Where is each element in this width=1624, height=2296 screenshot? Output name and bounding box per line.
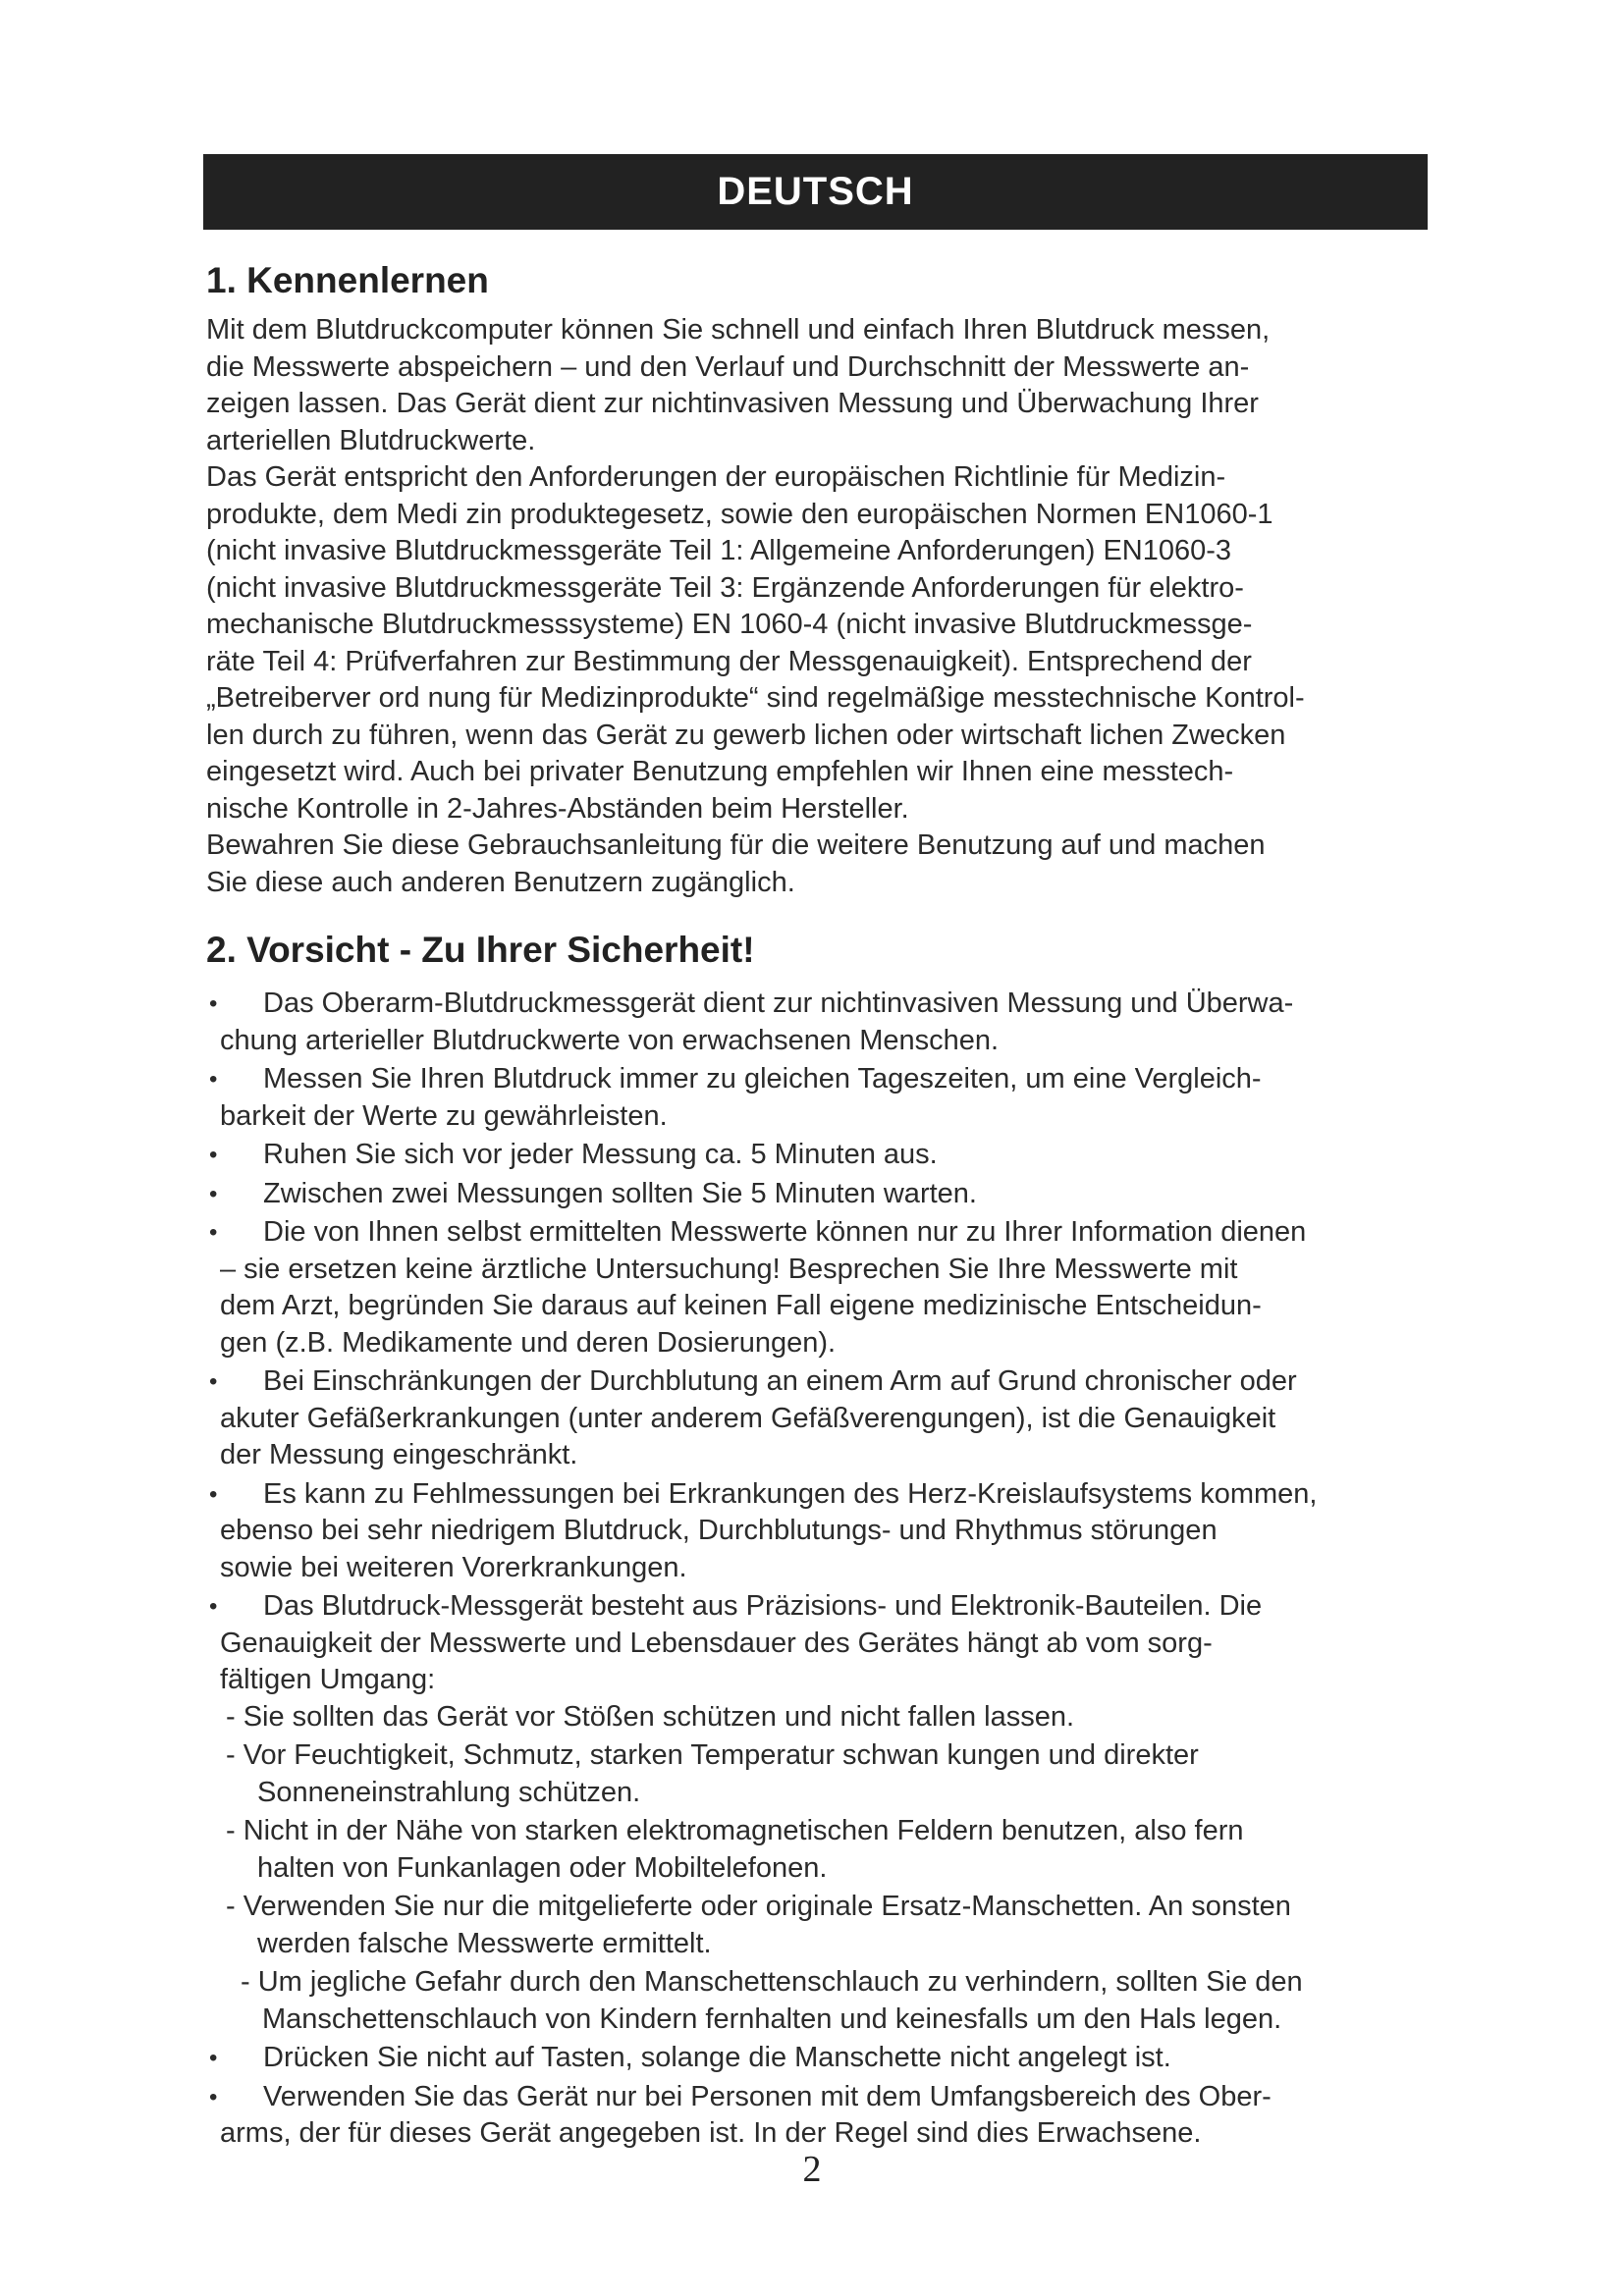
intro-paragraph [206, 312, 1453, 901]
text-line: - Sie sollten das Gerät vor Stößen schützen und nicht fallen lassen. [226, 1700, 1075, 1733]
text-line: Ruhen Sie sich vor jeder Messung ca. 5 Minuten aus. [263, 1139, 938, 1170]
text-line: (nicht invasive Blutdruckmessgeräte Teil 1: Allgemeine Anforderungen) EN1060-3 [206, 535, 1232, 566]
bullet-icon: • [209, 2083, 218, 2110]
text-line: werden falsche Messwerte ermittelt. [257, 1927, 712, 1959]
bullet-icon: • [209, 990, 218, 1017]
text-line: gen (z.B. Medikamente und deren Dosierungen). [220, 1326, 837, 1359]
text-line: Drücken Sie nicht auf Tasten, solange die Manschette nicht angelegt ist. [263, 2042, 1171, 2073]
bullet-icon: • [209, 1142, 218, 1168]
text-line: Bewahren Sie diese Gebrauchsanleitung für die weitere Benutzung auf und machen [206, 829, 1266, 861]
list-item [206, 2040, 1453, 2077]
list-item [206, 1588, 1453, 2038]
text-line: halten von Funkanlagen oder Mobiltelefonen. [257, 1851, 828, 1884]
text-line: Bei Einschränkungen der Durchblutung an einem Arm auf Grund chronischer oder [263, 1365, 1297, 1397]
list-item [206, 1214, 1453, 1362]
section-heading: 2. Vorsicht - Zu Ihrer Sicherheit! [206, 930, 755, 970]
text-line: Sie diese auch anderen Benutzern zugänglich. [206, 866, 795, 898]
text-line: arteriellen Blutdruckwerte. [206, 424, 536, 456]
page-content [206, 257, 1453, 2155]
text-line: die Messwerte abspeichern – und den Verlauf und Durchschnitt der Messwerte an- [206, 350, 1250, 383]
sub-list-item [206, 1889, 1453, 1962]
bullet-icon: • [209, 1180, 218, 1207]
bullet-icon: • [209, 1066, 218, 1093]
text-line: Manschettenschlauch von Kindern fernhalten und keinesfalls um den Hals legen. [262, 2002, 1282, 2035]
sub-list [206, 1699, 1453, 2039]
page-number: 2 [802, 2149, 822, 2190]
text-line: Zwischen zwei Messungen sollten Sie 5 Minuten warten. [263, 1177, 977, 1209]
bullet-icon: • [209, 2045, 218, 2071]
text-line: nische Kontrolle in 2-Jahres-Abständen beim Hersteller. [206, 792, 909, 825]
text-line: - Um jegliche Gefahr durch den Manschettenschlauch zu verhindern, sollten Sie den [241, 1966, 1303, 1998]
text-line: arms, der für dieses Gerät angegeben ist. In der Regel sind dies Erwachsene. [220, 2117, 1202, 2149]
bullet-icon: • [209, 1368, 218, 1395]
bullet-icon: • [209, 1480, 218, 1508]
text-line: produkte, dem Medi zin produktegesetz, sowie den europäischen Normen EN1060-1 [206, 498, 1273, 530]
text-line: Es kann zu Fehlmessungen bei Erkrankungen des Herz-Kreislaufsystems kommen, [263, 1477, 1318, 1510]
list-item [206, 1176, 1453, 1213]
text-line: - Nicht in der Nähe von starken elektromagnetischen Feldern benutzen, also fern [226, 1815, 1244, 1846]
text-line: - Vor Feuchtigkeit, Schmutz, starken Temperatur schwan kungen und direkter [226, 1739, 1199, 1771]
text-line: akuter Gefäßerkrankungen (unter anderem Gefäßverengungen), ist die Genauigkeit [220, 1402, 1276, 1434]
sub-list-item [206, 1699, 1453, 1736]
text-line: Sonneneinstrahlung schützen. [257, 1776, 641, 1808]
list-item [206, 2079, 1453, 2153]
text-line: Das Oberarm-Blutdruckmessgerät dient zur nichtinvasiven Messung und Überwa- [263, 988, 1294, 1019]
sub-list-item [206, 1737, 1453, 1811]
bullet-icon: • [209, 1593, 218, 1620]
bullet-icon: • [209, 1219, 218, 1246]
text-line: räte Teil 4: Prüfverfahren zur Bestimmung der Messgenauigkeit). Entsprechend der [206, 645, 1252, 677]
sub-list-item [206, 1964, 1453, 2038]
language-banner [203, 154, 1428, 230]
text-line: ebenso bei sehr niedrigem Blutdruck, Durchblutungs- und Rhythmus störungen [220, 1515, 1218, 1546]
text-line: mechanische Blutdruckmesssysteme) EN 1060-4 (nicht invasive Blutdruckmessge- [206, 609, 1253, 640]
text-line: barkeit der Werte zu gewährleisten. [220, 1099, 668, 1132]
text-line: len durch zu führen, wenn das Gerät zu gewerb lichen oder wirtschaft lichen Zwecken [206, 719, 1286, 751]
text-line: dem Arzt, begründen Sie daraus auf keinen Fall eigene medizinische Entscheidun- [220, 1290, 1262, 1321]
list-item [206, 1137, 1453, 1174]
text-line: Das Blutdruck-Messgerät besteht aus Präzisions- und Elektronik-Bauteilen. Die [263, 1590, 1263, 1622]
text-line: eingesetzt wird. Auch bei privater Benutzung empfehlen wir Ihnen eine messtech- [206, 756, 1234, 787]
list-item [206, 1363, 1453, 1474]
text-line: sowie bei weiteren Vorerkrankungen. [220, 1551, 687, 1583]
text-line: - Verwenden Sie nur die mitgelieferte oder originale Ersatz-Manschetten. An sonsten [226, 1891, 1291, 1922]
text-line: (nicht invasive Blutdruckmessgeräte Teil 3: Ergänzende Anforderungen für elektro- [206, 571, 1244, 604]
sub-list-item [206, 1813, 1453, 1887]
text-line: Das Gerät entspricht den Anforderungen der europäischen Richtlinie für Medizin- [206, 461, 1226, 493]
text-line: – sie ersetzen keine ärztliche Untersuchung! Besprechen Sie Ihre Messwerte mit [220, 1253, 1238, 1285]
text-line: fältigen Umgang: [220, 1664, 436, 1695]
text-line: der Messung eingeschränkt. [220, 1439, 578, 1470]
text-line: Mit dem Blutdruckcomputer können Sie schnell und einfach Ihren Blutdruck messen, [206, 314, 1271, 346]
section-heading: 1. Kennenlernen [206, 260, 489, 300]
banner-title: DEUTSCH [717, 170, 914, 213]
safety-list [206, 986, 1453, 2153]
text-line: Die von Ihnen selbst ermittelten Messwerte können nur zu Ihrer Information dienen [263, 1216, 1307, 1248]
list-item [206, 986, 1453, 1059]
text-line: zeigen lassen. Das Gerät dient zur nichtinvasiven Messung und Überwachung Ihrer [206, 388, 1259, 419]
list-item [206, 1476, 1453, 1587]
text-line: „Betreiberver ord nung für Medizinprodukte“ sind regelmäßige messtechnische Kontrol- [206, 682, 1305, 714]
text-line: Genauigkeit der Messwerte und Lebensdauer des Gerätes hängt ab vom sorg- [220, 1627, 1213, 1659]
text-line: Verwenden Sie das Gerät nur bei Personen mit dem Umfangsbereich des Ober- [263, 2080, 1272, 2112]
text-line: chung arterieller Blutdruckwerte von erwachsenen Menschen. [220, 1024, 1000, 1056]
list-item [206, 1061, 1453, 1135]
text-line: Messen Sie Ihren Blutdruck immer zu gleichen Tageszeiten, um eine Vergleich- [263, 1063, 1262, 1095]
